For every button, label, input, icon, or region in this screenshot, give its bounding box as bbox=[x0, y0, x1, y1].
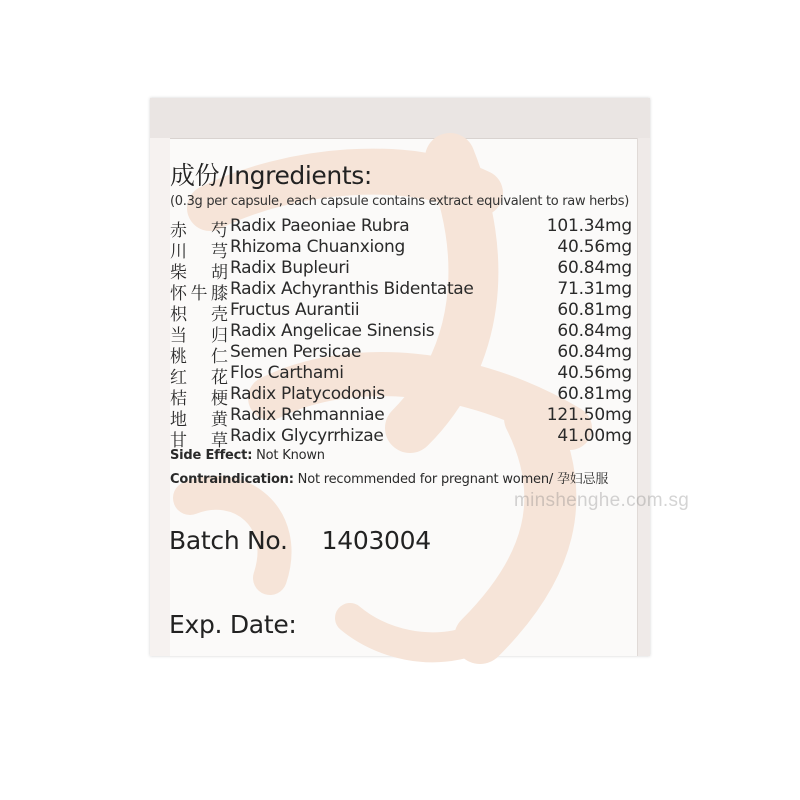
ingredient-row bbox=[170, 237, 640, 262]
batch-label: Batch No. bbox=[169, 526, 288, 555]
ingredient-chinese-name: 桃仁 bbox=[170, 347, 228, 367]
ingredient-amount: 41.00mg bbox=[557, 426, 632, 446]
ingredient-chinese-name: 桔梗 bbox=[170, 389, 228, 409]
ingredient-latin-name: Radix Glycyrrhizae bbox=[230, 426, 384, 446]
ingredient-amount: 101.34mg bbox=[546, 216, 632, 236]
ingredient-row bbox=[170, 300, 640, 325]
ingredient-latin-name: Radix Platycodonis bbox=[230, 384, 385, 404]
ingredient-latin-name: Semen Persicae bbox=[230, 342, 362, 362]
ingredient-amount: 60.84mg bbox=[557, 342, 632, 362]
ingredient-amount: 121.50mg bbox=[546, 405, 632, 425]
expiry-label: Exp. Date: bbox=[169, 610, 297, 639]
ingredient-row bbox=[170, 342, 640, 367]
ingredient-latin-name: Radix Bupleuri bbox=[230, 258, 350, 278]
contraindication-label: Contraindication: bbox=[170, 472, 294, 487]
ingredient-row bbox=[170, 405, 640, 430]
ingredient-latin-name: Fructus Aurantii bbox=[230, 300, 360, 320]
ingredients-note: (0.3g per capsule, each capsule contains extract equivalent to raw herbs) bbox=[170, 194, 629, 209]
ingredient-amount: 40.56mg bbox=[557, 363, 632, 383]
ingredient-chinese-name: 当归 bbox=[170, 326, 228, 346]
contraindication-value: Not recommended for pregnant women/ 孕妇忌服 bbox=[297, 472, 609, 487]
ingredient-amount: 71.31mg bbox=[557, 279, 632, 299]
batch-number bbox=[169, 526, 431, 555]
ingredient-chinese-name: 川芎 bbox=[170, 242, 228, 262]
ingredient-amount: 60.81mg bbox=[557, 300, 632, 320]
ingredient-chinese-name: 地黄 bbox=[170, 410, 228, 430]
ingredient-latin-name: Radix Angelicae Sinensis bbox=[230, 321, 435, 341]
ingredient-latin-name: Radix Rehmanniae bbox=[230, 405, 385, 425]
ingredient-chinese-name: 甘草 bbox=[170, 431, 228, 451]
medicine-box-panel bbox=[150, 98, 690, 656]
ingredient-row bbox=[170, 426, 640, 451]
contraindication-line bbox=[170, 468, 608, 487]
ingredient-row bbox=[170, 321, 640, 346]
ingredient-chinese-name: 赤芍 bbox=[170, 221, 228, 241]
ingredient-chinese-name: 怀牛膝 bbox=[170, 284, 228, 304]
website-watermark: minshenghe.com.sg bbox=[514, 490, 690, 511]
ingredient-row bbox=[170, 216, 640, 241]
ingredient-chinese-name: 枳壳 bbox=[170, 305, 228, 325]
ingredient-amount: 60.81mg bbox=[557, 384, 632, 404]
ingredient-amount: 60.84mg bbox=[557, 321, 632, 341]
ingredient-latin-name: Flos Carthami bbox=[230, 363, 344, 383]
ingredient-row bbox=[170, 384, 640, 409]
ingredient-amount: 40.56mg bbox=[557, 237, 632, 257]
side-effect-label: Side Effect: bbox=[170, 448, 253, 463]
ingredient-chinese-name: 红花 bbox=[170, 368, 228, 388]
expiry-date bbox=[169, 610, 297, 639]
ingredient-amount: 60.84mg bbox=[557, 258, 632, 278]
ingredient-row bbox=[170, 258, 640, 283]
ingredient-latin-name: Rhizoma Chuanxiong bbox=[230, 237, 405, 257]
ingredient-latin-name: Radix Paeoniae Rubra bbox=[230, 216, 410, 236]
side-effect-value: Not Known bbox=[256, 448, 325, 463]
side-effect-line bbox=[170, 448, 325, 463]
label-content bbox=[150, 98, 690, 656]
ingredient-chinese-name: 柴胡 bbox=[170, 263, 228, 283]
batch-value: 1403004 bbox=[321, 526, 431, 555]
ingredient-latin-name: Radix Achyranthis Bidentatae bbox=[230, 279, 474, 299]
ingredient-row bbox=[170, 363, 640, 388]
ingredient-row bbox=[170, 279, 640, 304]
ingredients-title: 成份/Ingredients: bbox=[170, 161, 372, 190]
